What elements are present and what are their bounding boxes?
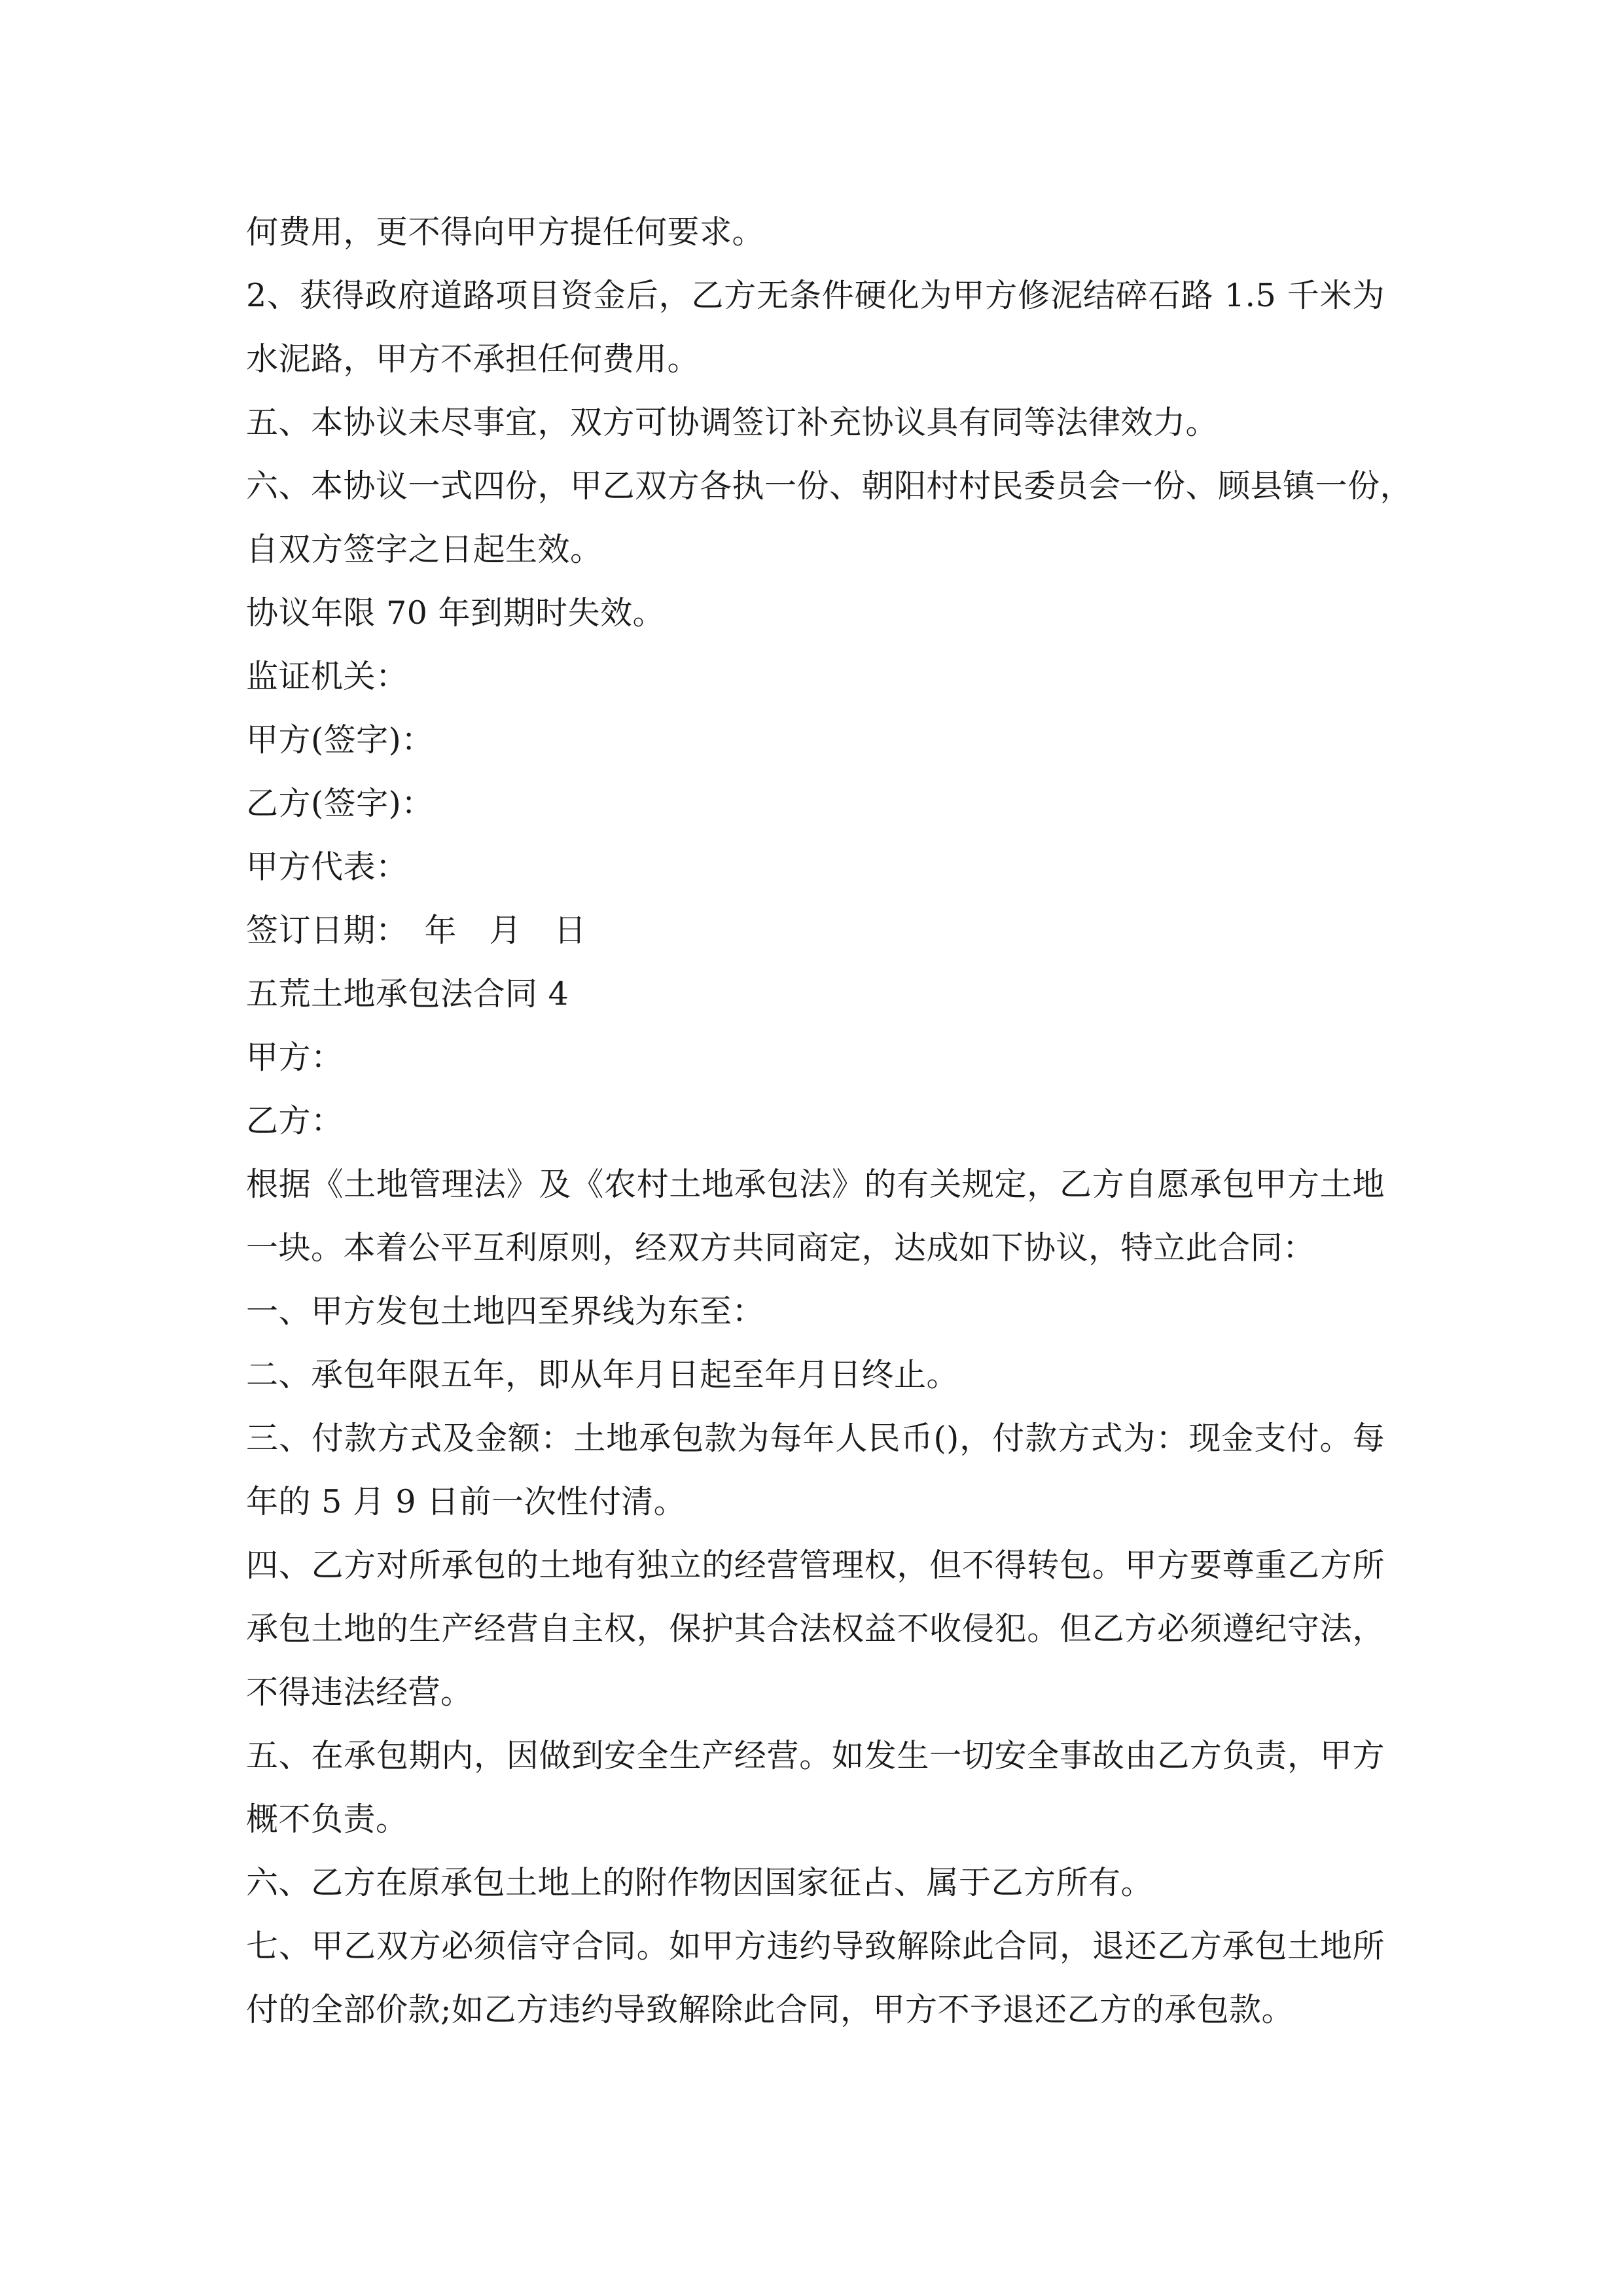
text-line: 五、本协议未尽事宜，双方可协调签订补充协议具有同等法律效力。 [246, 404, 1219, 441]
text-line: 协议年限 70 年到期时失效。 [246, 594, 666, 632]
text-line: 2、获得政府道路项目资金后，乙方无条件硬化为甲方修泥结碎石路 1.5 千米为 [246, 277, 1385, 314]
text-line: 年的 5 月 9 日前一次性付清。 [246, 1483, 687, 1520]
text-line: 水泥路，甲方不承担任何费用。 [246, 340, 700, 378]
text-line: 签订日期： 年 月 日 [246, 912, 587, 949]
text-line: 承包土地的生产经营自主权，保护其合法权益不收侵犯。但乙方必须遵纪守法， [246, 1610, 1385, 1647]
text-line: 二、承包年限五年，即从年月日起至年月日终止。 [246, 1356, 959, 1393]
text-line: 付的全部价款;如乙方违约导致解除此合同，甲方不予退还乙方的承包款。 [246, 1991, 1294, 2028]
text-line: 乙方(签字)： [246, 785, 434, 822]
document-body [246, 200, 1413, 2041]
text-line: 三、付款方式及金额：土地承包款为每年人民币()，付款方式为：现金支付。每 [246, 1420, 1385, 1457]
text-line: 监证机关： [246, 658, 408, 695]
text-line: 六、本协议一式四份，甲乙双方各执一份、朝阳村村民委员会一份、顾县镇一份， [246, 467, 1413, 505]
section-title: 五荒土地承包法合同 4 [246, 975, 569, 1013]
text-line: 自双方签字之日起生效。 [246, 531, 603, 568]
text-line: 一、甲方发包土地四至界线为东至： [246, 1293, 765, 1330]
text-line: 何费用，更不得向甲方提任何要求。 [246, 213, 765, 251]
text-line: 六、乙方在原承包土地上的附作物因国家征占、属于乙方所有。 [246, 1864, 1154, 1901]
text-line: 甲方代表： [246, 848, 408, 886]
text-line: 四、乙方对所承包的土地有独立的经营管理权，但不得转包。甲方要尊重乙方所 [246, 1547, 1385, 1584]
text-line: 一块。本着公平互利原则，经双方共同商定，达成如下协议，特立此合同： [246, 1229, 1315, 1266]
text-line: 甲方： [246, 1039, 344, 1076]
text-line: 乙方： [246, 1102, 344, 1139]
text-line: 不得违法经营。 [246, 1674, 473, 1711]
text-line: 甲方(签字)： [246, 721, 434, 759]
text-line: 七、甲乙双方必须信守合同。如甲方违约导致解除此合同，退还乙方承包土地所 [246, 1928, 1385, 1965]
text-line: 概不负责。 [246, 1801, 408, 1838]
text-line: 根据《土地管理法》及《农村土地承包法》的有关规定，乙方自愿承包甲方土地 [246, 1166, 1385, 1203]
text-line: 五、在承包期内，因做到安全生产经营。如发生一切安全事故由乙方负责，甲方 [246, 1737, 1385, 1774]
